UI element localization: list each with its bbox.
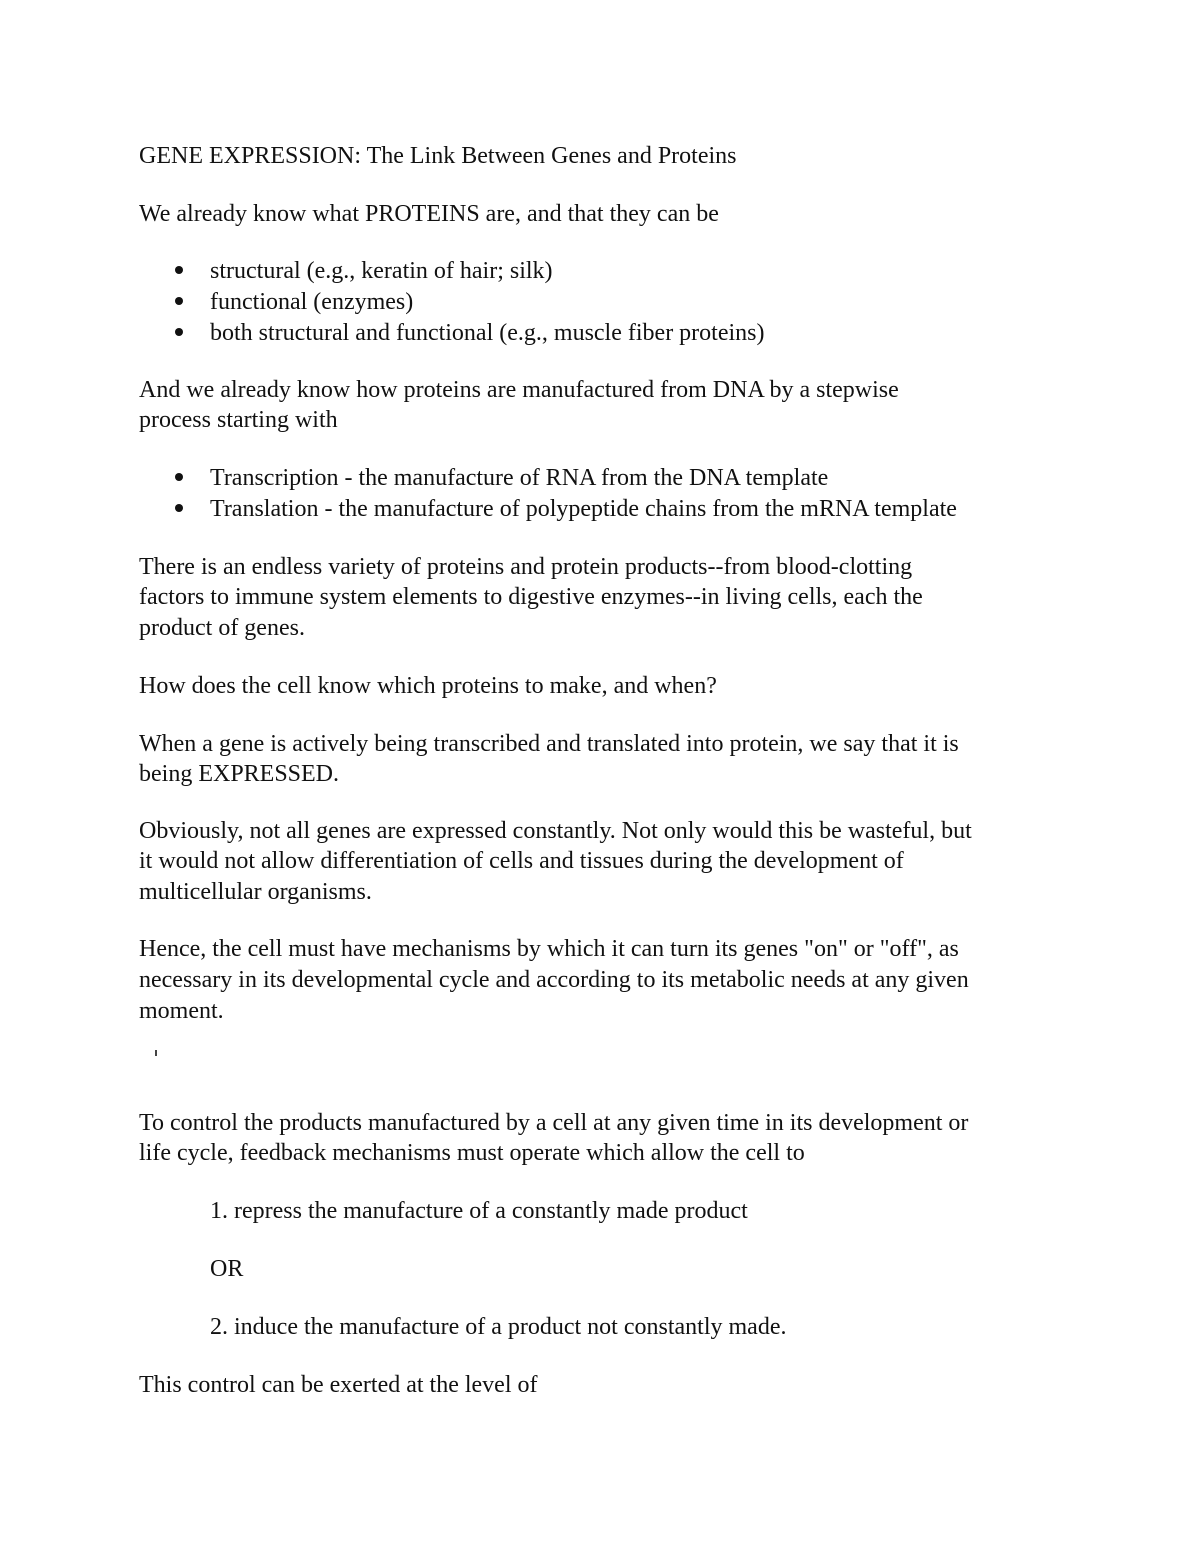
list-item: Transcription - the manufacture of RNA from the DNA template — [210, 465, 829, 491]
paragraph-line: Obviously, not all genes are expressed constantly. Not only would this be wasteful, but — [139, 818, 972, 844]
closing-paragraph: This control can be exerted at the level of — [139, 1372, 538, 1398]
bullet-icon — [175, 504, 183, 512]
paragraph-line: When a gene is actively being transcribed and translated into protein, we say that it is — [139, 731, 959, 757]
paragraph-line: Hence, the cell must have mechanisms by which it can turn its genes "on" or "off", as — [139, 936, 959, 962]
question-paragraph: How does the cell know which proteins to make, and when? — [139, 673, 717, 699]
intro-paragraph: We already know what PROTEINS are, and that they can be — [139, 201, 719, 227]
bullet-icon — [175, 473, 183, 481]
list-item: Translation - the manufacture of polypeptide chains from the mRNA template — [210, 496, 957, 522]
bullet-icon — [175, 297, 183, 305]
list-item: both structural and functional (e.g., muscle fiber proteins) — [210, 320, 765, 346]
bullet-icon — [175, 266, 183, 274]
list-item: structural (e.g., keratin of hair; silk) — [210, 258, 553, 284]
paragraph-line: being EXPRESSED. — [139, 761, 340, 787]
option-or: OR — [210, 1256, 244, 1282]
paragraph-line: process starting with — [139, 407, 338, 433]
stray-mark — [155, 1050, 157, 1056]
paragraph-line: it would not allow differentiation of cells and tissues during the development of — [139, 848, 904, 874]
paragraph-line: To control the products manufactured by a cell at any given time in its development or — [139, 1110, 969, 1136]
document-title: GENE EXPRESSION: The Link Between Genes and Proteins — [139, 143, 737, 169]
paragraph-line: necessary in its developmental cycle and according to its metabolic needs at any given — [139, 967, 969, 993]
paragraph-line: moment. — [139, 998, 224, 1024]
paragraph-line: life cycle, feedback mechanisms must operate which allow the cell to — [139, 1140, 805, 1166]
option-repress: 1. repress the manufacture of a constantly made product — [210, 1198, 748, 1224]
paragraph-line: multicellular organisms. — [139, 879, 372, 905]
paragraph-line: There is an endless variety of proteins and protein products--from blood-clotting — [139, 554, 913, 580]
paragraph-line: product of genes. — [139, 615, 305, 641]
option-induce: 2. induce the manufacture of a product not constantly made. — [210, 1314, 787, 1340]
paragraph-line: factors to immune system elements to digestive enzymes--in living cells, each the — [139, 584, 923, 610]
bullet-icon — [175, 328, 183, 336]
paragraph-line: And we already know how proteins are manufactured from DNA by a stepwise — [139, 377, 899, 403]
list-item: functional (enzymes) — [210, 289, 414, 315]
